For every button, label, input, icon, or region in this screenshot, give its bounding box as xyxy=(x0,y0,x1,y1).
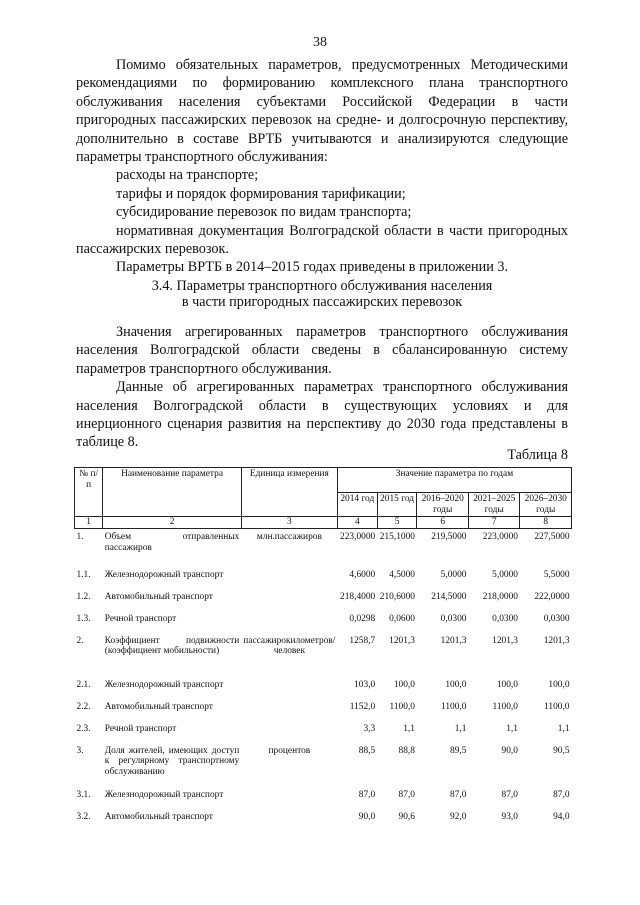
intro-text-block xyxy=(76,56,568,277)
row-unit xyxy=(241,809,337,831)
row-value: 90,5 xyxy=(553,745,570,756)
row-name: Железнодорожный транспорт xyxy=(104,679,224,690)
row-value: 219,5000 xyxy=(431,532,467,542)
table-row xyxy=(75,589,572,611)
header-year: 2026–2030 годы xyxy=(520,493,572,517)
params-paragraph: Параметры ВРТБ в 2014–2015 годах приведены в приложении 3. xyxy=(116,259,508,276)
row-value: 1100,0 xyxy=(389,701,415,712)
row-name: Железнодорожный транспорт xyxy=(104,569,224,580)
table-label: Таблица 8 xyxy=(507,447,568,463)
row-id: 3.1. xyxy=(76,789,91,800)
column-number: 2 xyxy=(103,517,242,529)
row-name: Автомобильный транспорт xyxy=(104,701,213,712)
row-value: 90,0 xyxy=(501,745,518,756)
header-year: 2015 год xyxy=(377,493,417,517)
row-id: 3. xyxy=(76,745,84,756)
row-value: 218,0000 xyxy=(482,591,518,602)
row-value: 214,5000 xyxy=(431,591,467,602)
row-value: 5,0000 xyxy=(492,569,518,580)
row-value: 222,0000 xyxy=(534,591,570,602)
values-paragraph: Значения агрегированных параметров транспортного обслуживания населения Волгоградской области сведены в сбалансированную систему параметров транспортного обслуживания. xyxy=(76,324,568,377)
row-value: 87,0 xyxy=(450,789,467,800)
row-value: 88,8 xyxy=(398,745,415,756)
table-row xyxy=(75,633,572,677)
column-number: 6 xyxy=(417,517,469,529)
list-item: расходы на транспорте; xyxy=(116,167,259,184)
row-unit xyxy=(241,699,337,721)
row-value: 0,0300 xyxy=(543,613,570,624)
header-name: Наименование параметра xyxy=(103,468,242,517)
row-value: 90,6 xyxy=(398,811,415,822)
column-number: 8 xyxy=(520,517,572,529)
parameters-table xyxy=(74,467,572,831)
table-row xyxy=(75,787,572,809)
row-id: 2.2. xyxy=(76,701,91,712)
data-paragraph: Данные об агрегированных параметрах транспортного обслуживания населения Волгоградской области в существующих условиях и для инерционного сценария развития на перспективу до 2030 года представлены в таблице 8. xyxy=(76,379,568,451)
row-value: 100,0 xyxy=(548,679,570,690)
row-id: 3.2. xyxy=(76,811,91,822)
row-value: 1100,0 xyxy=(441,701,467,712)
table-row xyxy=(75,721,572,743)
row-value: 87,0 xyxy=(553,789,570,800)
row-unit: пассажирокилометров/ человек xyxy=(243,635,336,656)
table-row xyxy=(75,529,572,567)
row-value: 5,0000 xyxy=(440,569,467,580)
row-id: 2.3. xyxy=(76,723,91,734)
table-row xyxy=(75,611,572,633)
row-value: 94,0 xyxy=(553,811,570,822)
row-value: 87,0 xyxy=(358,789,376,800)
row-unit xyxy=(241,589,337,611)
row-value: 1201,3 xyxy=(389,635,415,646)
row-value: 92,0 xyxy=(450,811,467,822)
row-value: 4,5000 xyxy=(389,569,415,580)
table-row xyxy=(75,743,572,787)
header-unit: Единица измерения xyxy=(241,468,337,517)
row-value: 3,3 xyxy=(363,723,376,734)
row-value: 1,1 xyxy=(557,723,570,734)
row-value: 5,5000 xyxy=(543,569,570,580)
row-value: 1,1 xyxy=(454,723,467,734)
row-value: 1,1 xyxy=(506,723,518,734)
section-text-block xyxy=(76,323,568,452)
row-value: 1,1 xyxy=(403,723,415,734)
row-id: 1.3. xyxy=(76,613,91,624)
row-value: 0,0300 xyxy=(492,613,518,624)
row-id: 1.2. xyxy=(76,591,91,602)
row-id: 1.1. xyxy=(76,569,91,580)
row-value: 223,0000 xyxy=(340,532,376,542)
header-year: 2016–2020 годы xyxy=(417,493,469,517)
row-unit xyxy=(241,677,337,699)
row-unit: процентов xyxy=(268,745,311,756)
row-value: 100,0 xyxy=(496,679,518,690)
column-number: 7 xyxy=(468,517,520,529)
row-name: Коэффициент подвижности (коэффициент мобильности) xyxy=(104,635,240,656)
column-number: 5 xyxy=(377,517,417,529)
row-name: Автомобильный транспорт xyxy=(104,811,213,822)
list-item: тарифы и порядок формирования тарификации; xyxy=(116,185,406,202)
row-value: 89,5 xyxy=(450,745,467,756)
section-heading-line: 3.4. Параметры транспортного обслуживания населения xyxy=(151,278,493,294)
list-item: нормативная документация Волгоградской области в части пригородных пассажирских перевозок. xyxy=(76,222,568,258)
row-value: 223,0000 xyxy=(482,532,518,542)
row-value: 93,0 xyxy=(501,811,518,822)
section-heading-line: в части пригородных пассажирских перевозок xyxy=(181,293,463,310)
row-value: 88,5 xyxy=(358,745,376,756)
table-row xyxy=(75,567,572,589)
row-value: 87,0 xyxy=(501,789,518,800)
row-value: 0,0600 xyxy=(389,613,415,624)
row-name: Объем отправленных пассажиров xyxy=(104,532,240,553)
row-unit xyxy=(241,611,337,633)
section-heading xyxy=(76,279,568,310)
list-item: субсидирование перевозок по видам транспорта; xyxy=(116,204,412,221)
row-value: 227,5000 xyxy=(534,532,570,542)
row-value: 4,6000 xyxy=(349,569,376,580)
column-number: 3 xyxy=(241,517,337,529)
row-value: 87,0 xyxy=(398,789,415,800)
row-value: 210,6000 xyxy=(379,591,415,602)
row-value: 90,0 xyxy=(358,811,376,822)
row-unit: млн.пассажиров xyxy=(256,532,322,542)
row-unit xyxy=(241,787,337,809)
column-number: 4 xyxy=(337,517,377,529)
header-year: 2021–2025 годы xyxy=(468,493,520,517)
row-unit xyxy=(241,721,337,743)
row-unit xyxy=(241,567,337,589)
row-value: 1201,3 xyxy=(492,635,518,646)
row-value: 0,0298 xyxy=(349,613,376,624)
header-num: № п/п xyxy=(75,468,103,517)
row-id: 1. xyxy=(76,532,84,542)
row-value: 1100,0 xyxy=(492,701,518,712)
row-value: 218,4000 xyxy=(340,591,376,602)
row-value: 0,0300 xyxy=(440,613,467,624)
row-value: 1152,0 xyxy=(349,701,376,712)
row-value: 103,0 xyxy=(354,679,376,690)
row-value: 1201,3 xyxy=(543,635,570,646)
row-value: 1201,3 xyxy=(440,635,467,646)
row-name: Доля жителей, имеющих доступ к регулярному транспортному обслуживанию xyxy=(104,745,240,777)
table-row xyxy=(75,699,572,721)
table-row xyxy=(75,809,572,831)
row-name: Речной транспорт xyxy=(104,613,177,624)
row-id: 2. xyxy=(76,635,84,646)
row-value: 1258,7 xyxy=(349,635,376,646)
row-value: 1100,0 xyxy=(544,701,570,712)
column-number: 1 xyxy=(75,517,103,529)
row-name: Железнодорожный транспорт xyxy=(104,789,224,800)
row-name: Речной транспорт xyxy=(104,723,177,734)
header-values-group: Значение параметра по годам xyxy=(337,468,571,493)
row-value: 215,1000 xyxy=(379,532,415,542)
row-value: 100,0 xyxy=(445,679,467,690)
table-row xyxy=(75,677,572,699)
row-id: 2.1. xyxy=(76,679,91,690)
header-year: 2014 год xyxy=(337,493,377,517)
row-name: Автомобильный транспорт xyxy=(104,591,213,602)
intro-paragraph: Помимо обязательных параметров, предусмотренных Методическими рекомендациями по формированию комплексного плана транспортного обслуживания населения субъектами Российской Федерации в части пригородных пассажирских перевозок на средне- и долгосрочную перспективу, дополнительно в составе ВРТБ учитываются и анализируются следующие параметры транспортного обслуживания: xyxy=(76,57,568,166)
row-value: 100,0 xyxy=(393,679,415,690)
page-number: 38 xyxy=(313,35,327,50)
column-numbers-row xyxy=(75,517,572,529)
